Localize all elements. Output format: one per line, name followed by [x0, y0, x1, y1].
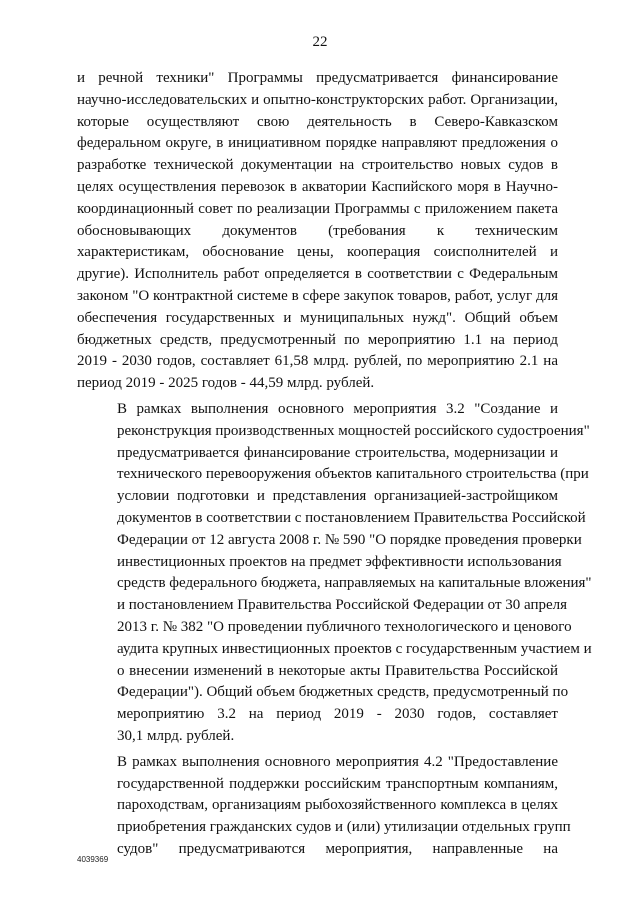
- text-line: которые осуществляют свою деятельность в Северо-Кавказском: [77, 113, 558, 130]
- paragraph-1: [77, 68, 558, 395]
- text-line: реконструкция производственных мощностей российского судостроения": [117, 422, 590, 439]
- text-line: законом "О контрактной системе в сфере закупок товаров, работ, услуг для: [77, 287, 558, 304]
- text-line: Федерации"). Общий объем бюджетных средств, предусмотренный по: [117, 684, 569, 701]
- paragraph-2: [77, 399, 592, 748]
- text-line: мероприятию 3.2 на период 2019 - 2030 годов, составляет: [117, 706, 558, 723]
- text-line: технического перевооружения объектов капитального строительства (при: [117, 466, 589, 483]
- text-line: документов в соответствии с постановлением Правительства Российской: [117, 509, 586, 526]
- text-line: 30,1 млрд. рублей.: [117, 727, 235, 744]
- text-line: пароходствам, организациям рыбохозяйственного комплекса в целях: [117, 797, 558, 814]
- text-line: инвестиционных проектов на предмет эффективности использования: [117, 553, 562, 570]
- text-line: федеральном округе, в инициативном порядке направляют предложения о: [77, 135, 558, 152]
- text-line: приобретения гражданских судов и (или) утилизации отдельных групп: [117, 819, 571, 836]
- paragraph-3: [77, 752, 571, 861]
- text-line: и речной техники" Программы предусматривается финансирование: [77, 70, 558, 86]
- text-line: государственной поддержки российским транспортным компаниям,: [117, 775, 558, 792]
- text-line: другие). Исполнитель работ определяется в соответствии с Федеральным: [77, 266, 558, 283]
- text-line: целях осуществления перевозок в акватории Каспийского моря в Научно-: [77, 178, 558, 195]
- text-line: и постановлением Правительства Российской Федерации от 30 апреля: [117, 597, 568, 614]
- document-code: 4039369: [77, 855, 109, 864]
- text-line: В рамках выполнения основного мероприятия 3.2 "Создание и: [117, 400, 558, 417]
- text-line: В рамках выполнения основного мероприятия 4.2 "Предоставление: [117, 753, 558, 770]
- text-line: разработке технической документации на строительство новых судов в: [77, 157, 558, 174]
- text-line: 2019 - 2030 годов, составляет 61,58 млрд. рублей, по мероприятию 2.1 на: [77, 353, 558, 370]
- text-line: предусматривается финансирование строительства, модернизации и: [117, 444, 558, 461]
- page-number: 22: [312, 34, 328, 50]
- text-line: о внесении изменений в некоторые акты Правительства Российской: [117, 662, 558, 679]
- text-line: характеристикам, обоснование цены, кооперация соисполнителей и: [77, 244, 558, 261]
- text-line: период 2019 - 2025 годов - 44,59 млрд. рублей.: [77, 375, 375, 392]
- text-line: бюджетных средств, предусмотренный по мероприятию 1.1 на период: [77, 331, 558, 348]
- text-line: судов" предусматриваются мероприятия, направленные на: [117, 840, 558, 857]
- text-line: Федерации от 12 августа 2008 г. № 590 "О порядке проведения проверки: [117, 531, 582, 548]
- body-text: [77, 68, 592, 861]
- text-line: средств федерального бюджета, направляемых на капитальные вложения": [117, 575, 592, 592]
- text-line: обосновывающих документов (требования к техническим: [77, 222, 558, 239]
- text-line: условии подготовки и представления организацией-застройщиком: [117, 488, 558, 505]
- text-line: аудита крупных инвестиционных проектов с государственным участием и: [117, 640, 592, 657]
- text-line: обеспечения государственных и муниципальных нужд". Общий объем: [77, 309, 558, 326]
- text-line: координационный совет по реализации Программы с приложением пакета: [77, 200, 558, 217]
- text-line: научно-исследовательских и опытно-конструкторских работ. Организации,: [77, 91, 558, 108]
- text-line: 2013 г. № 382 "О проведении публичного технологического и ценового: [117, 618, 572, 635]
